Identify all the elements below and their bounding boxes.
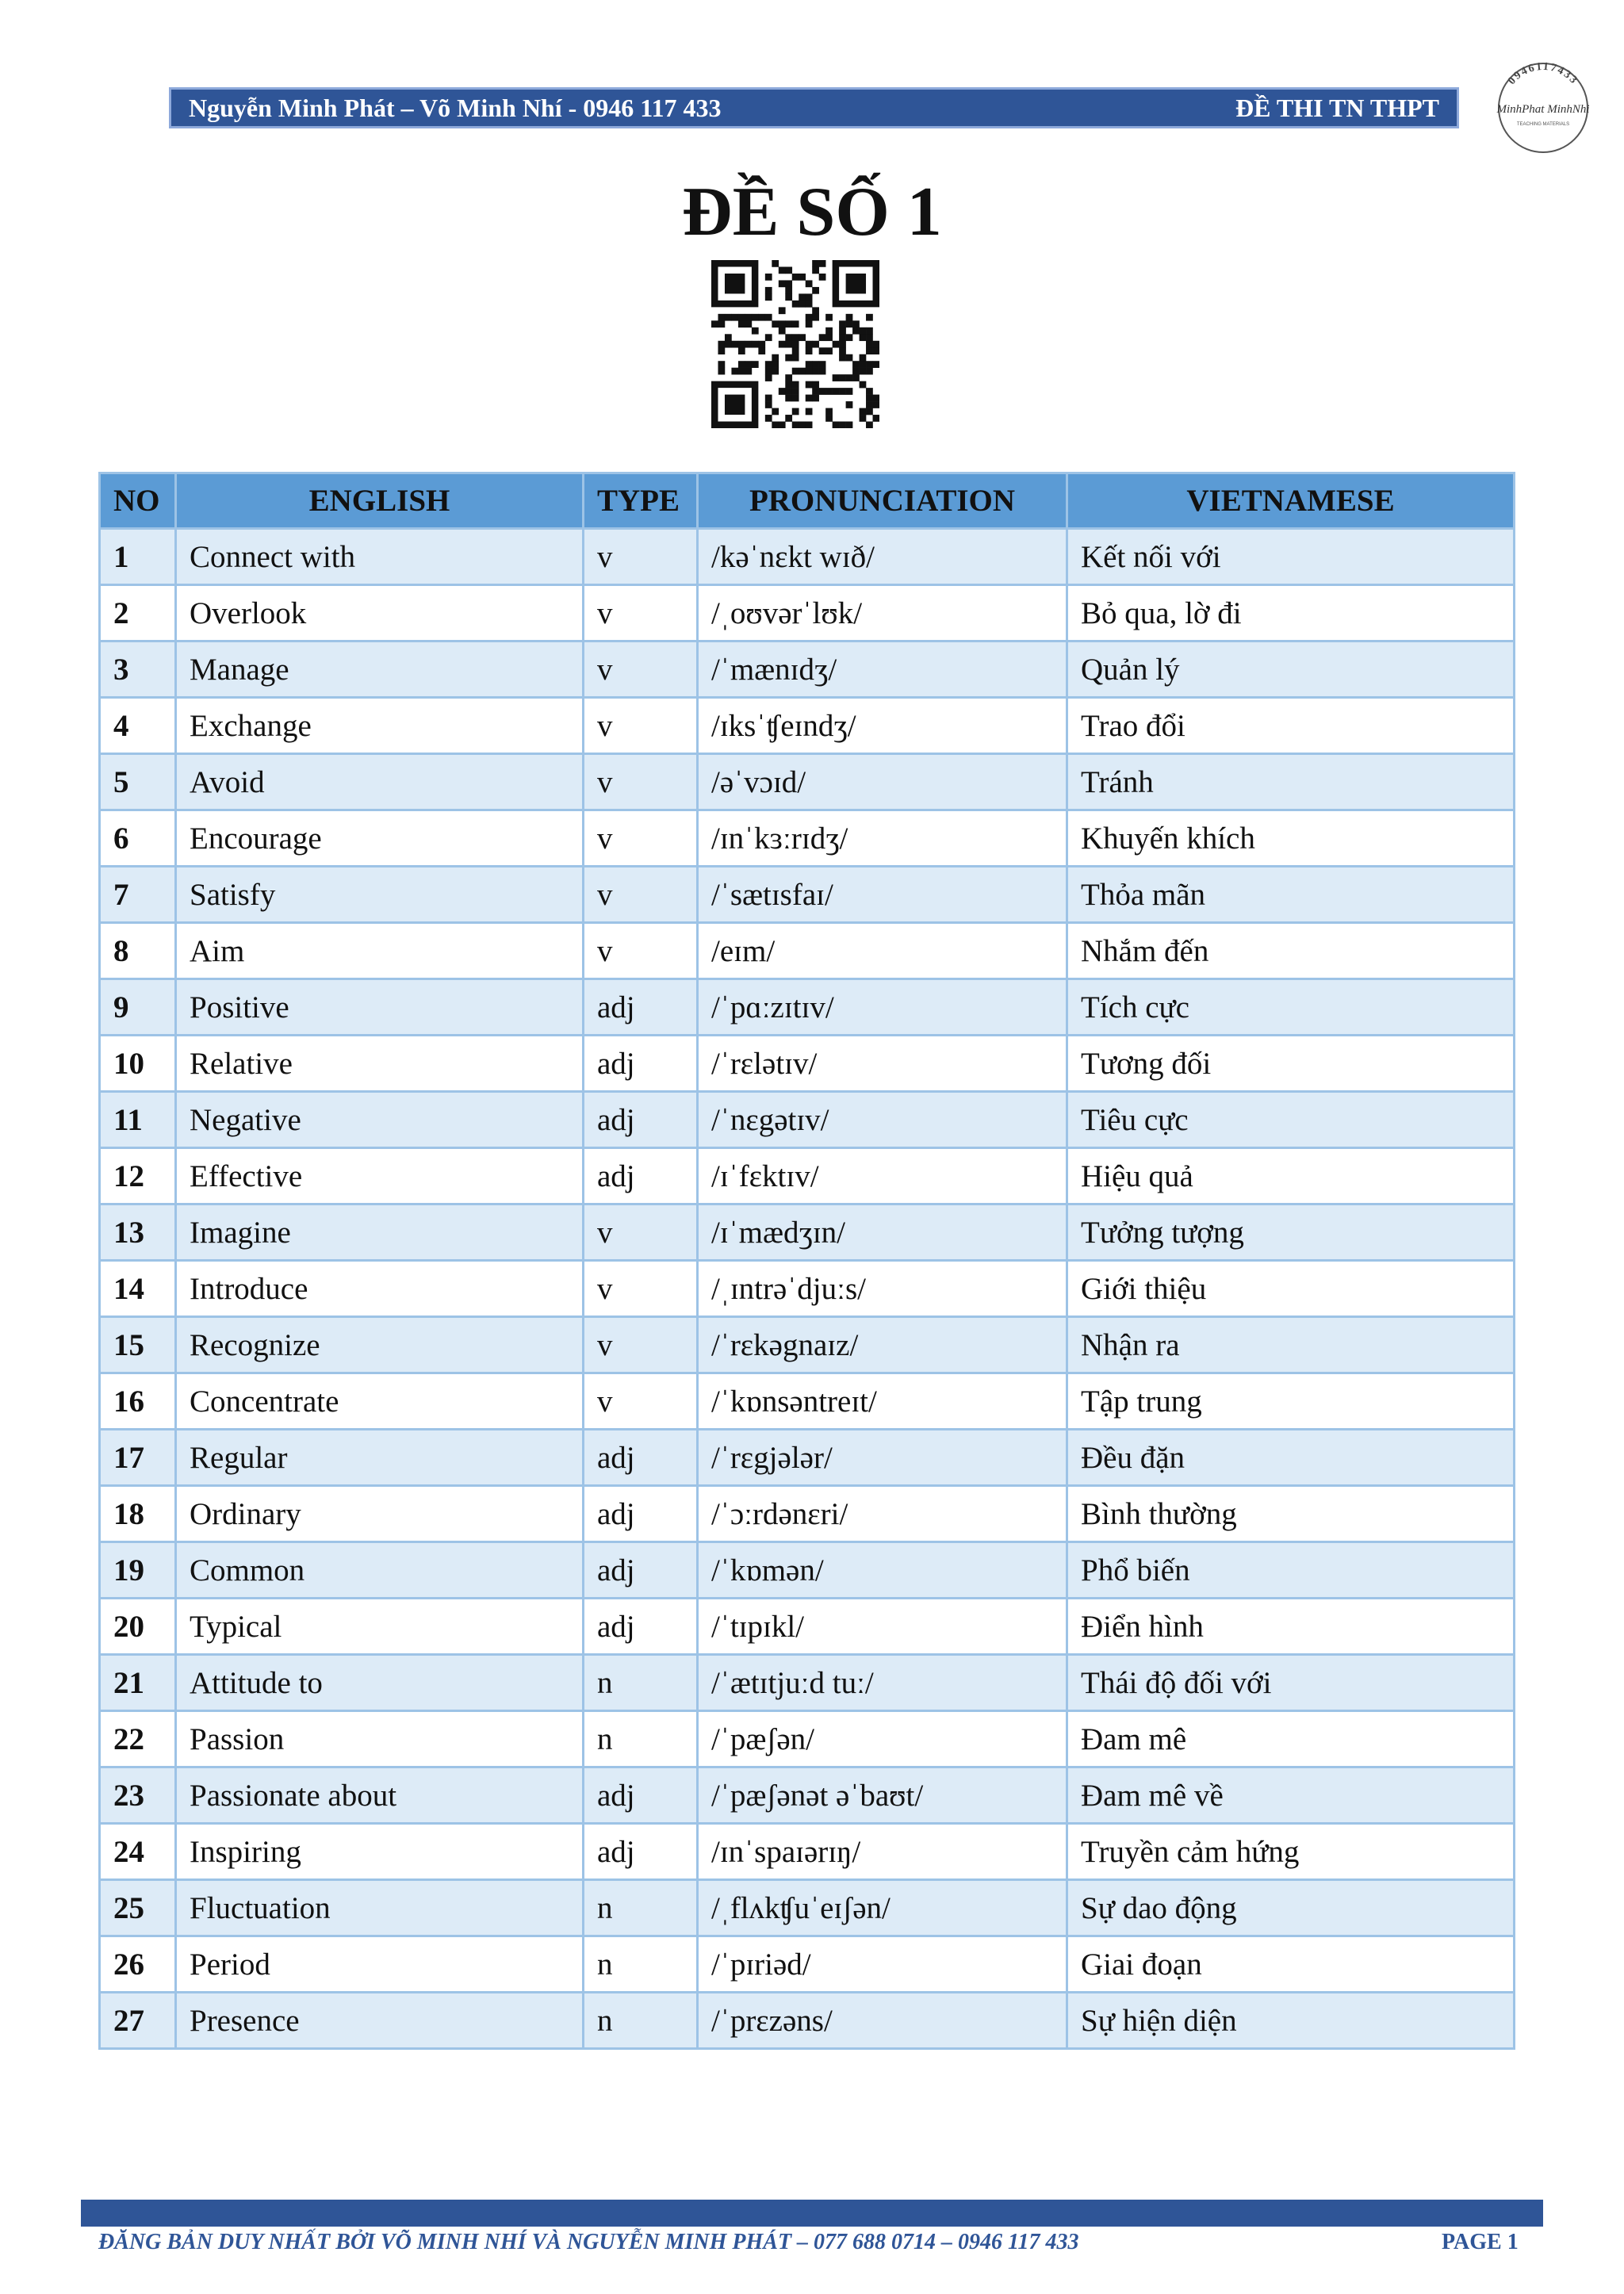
- cell-english: Attitude to: [176, 1655, 584, 1711]
- cell-english: Fluctuation: [176, 1880, 584, 1936]
- cell-english: Satisfy: [176, 867, 584, 923]
- cell-vietnamese: Nhắm đến: [1067, 923, 1515, 979]
- cell-pronunciation: /ˈrɛgjələr/: [698, 1430, 1067, 1486]
- table-row: [100, 1261, 1515, 1317]
- cell-english: Ordinary: [176, 1486, 584, 1542]
- cell-vietnamese: Kết nối với: [1067, 529, 1515, 585]
- cell-english: Overlook: [176, 585, 584, 641]
- cell-english: Period: [176, 1936, 584, 1993]
- cell-vietnamese: Tích cực: [1067, 979, 1515, 1036]
- table-row: [100, 1711, 1515, 1767]
- cell-vietnamese: Tiêu cực: [1067, 1092, 1515, 1148]
- cell-no: 15: [100, 1317, 176, 1373]
- cell-type: n: [584, 1655, 698, 1711]
- cell-type: adj: [584, 1824, 698, 1880]
- cell-type: v: [584, 529, 698, 585]
- cell-no: 23: [100, 1767, 176, 1824]
- cell-vietnamese: Trao đổi: [1067, 698, 1515, 754]
- cell-english: Manage: [176, 641, 584, 698]
- cell-type: adj: [584, 1148, 698, 1204]
- cell-pronunciation: /ˌɪntrəˈdjuːs/: [698, 1261, 1067, 1317]
- cell-type: adj: [584, 1767, 698, 1824]
- cell-pronunciation: /ˈkɒmən/: [698, 1542, 1067, 1599]
- table-row: [100, 867, 1515, 923]
- cell-vietnamese: Sự dao động: [1067, 1880, 1515, 1936]
- page-title: ĐỀ SỐ 1: [682, 174, 942, 251]
- cell-type: adj: [584, 1542, 698, 1599]
- table-row: [100, 1655, 1515, 1711]
- cell-pronunciation: /ˈrɛkəgnaɪz/: [698, 1317, 1067, 1373]
- cell-pronunciation: /eɪm/: [698, 923, 1067, 979]
- cell-english: Inspiring: [176, 1824, 584, 1880]
- cell-no: 19: [100, 1542, 176, 1599]
- header-no: NO: [100, 473, 176, 529]
- cell-pronunciation: /ˌoʊvərˈlʊk/: [698, 585, 1067, 641]
- cell-type: v: [584, 641, 698, 698]
- cell-type: adj: [584, 1599, 698, 1655]
- cell-vietnamese: Thái độ đối với: [1067, 1655, 1515, 1711]
- cell-no: 24: [100, 1824, 176, 1880]
- cell-type: n: [584, 1936, 698, 1993]
- cell-english: Regular: [176, 1430, 584, 1486]
- cell-vietnamese: Tập trung: [1067, 1373, 1515, 1430]
- cell-pronunciation: /ˈsætɪsfaɪ/: [698, 867, 1067, 923]
- cell-english: Encourage: [176, 810, 584, 867]
- cell-type: v: [584, 810, 698, 867]
- cell-vietnamese: Giới thiệu: [1067, 1261, 1515, 1317]
- cell-pronunciation: /ˈpɑːzɪtɪv/: [698, 979, 1067, 1036]
- cell-pronunciation: /ˈpæʃən/: [698, 1711, 1067, 1767]
- cell-pronunciation: /ˈpɪriəd/: [698, 1936, 1067, 1993]
- table-row: [100, 529, 1515, 585]
- cell-no: 20: [100, 1599, 176, 1655]
- cell-no: 8: [100, 923, 176, 979]
- cell-type: adj: [584, 1486, 698, 1542]
- table-row: [100, 1430, 1515, 1486]
- cell-vietnamese: Tưởng tượng: [1067, 1204, 1515, 1261]
- table-row: [100, 1936, 1515, 1993]
- vocabulary-table: [98, 472, 1515, 2050]
- cell-pronunciation: /ˈnɛgətɪv/: [698, 1092, 1067, 1148]
- cell-english: Aim: [176, 923, 584, 979]
- page-number: PAGE 1: [1442, 2230, 1519, 2254]
- table-row: [100, 1036, 1515, 1092]
- cell-english: Negative: [176, 1092, 584, 1148]
- brand-logo: [1481, 57, 1605, 155]
- table-row: [100, 1824, 1515, 1880]
- cell-pronunciation: /ɪksˈʧeɪndʒ/: [698, 698, 1067, 754]
- cell-english: Effective: [176, 1148, 584, 1204]
- logo-sub-text: TEACHING MATERIALS: [1516, 122, 1570, 127]
- cell-type: v: [584, 698, 698, 754]
- cell-type: v: [584, 754, 698, 810]
- table-row: [100, 1880, 1515, 1936]
- cell-type: v: [584, 1373, 698, 1430]
- cell-no: 7: [100, 867, 176, 923]
- cell-vietnamese: Hiệu quả: [1067, 1148, 1515, 1204]
- cell-pronunciation: /ɪnˈkɜːrɪdʒ/: [698, 810, 1067, 867]
- table-row: [100, 1542, 1515, 1599]
- cell-no: 6: [100, 810, 176, 867]
- cell-english: Typical: [176, 1599, 584, 1655]
- cell-pronunciation: /ɪˈfɛktɪv/: [698, 1148, 1067, 1204]
- header-pronunciation: PRONUNCIATION: [698, 473, 1067, 529]
- cell-type: adj: [584, 979, 698, 1036]
- table-row: [100, 1148, 1515, 1204]
- cell-english: Imagine: [176, 1204, 584, 1261]
- cell-english: Introduce: [176, 1261, 584, 1317]
- cell-english: Presence: [176, 1993, 584, 2049]
- footer-bar: [81, 2200, 1543, 2227]
- cell-pronunciation: /əˈvɔɪd/: [698, 754, 1067, 810]
- cell-type: n: [584, 1993, 698, 2049]
- qr-code-icon: [711, 260, 879, 428]
- cell-type: n: [584, 1880, 698, 1936]
- cell-type: n: [584, 1711, 698, 1767]
- cell-type: v: [584, 1317, 698, 1373]
- footer-credit-text: ĐĂNG BẢN DUY NHẤT BỞI VÕ MINH NHÍ VÀ NGUYỄN MINH PHÁT – 077 688 0714 – 0946 117 433: [98, 2230, 1079, 2254]
- table-row: [100, 979, 1515, 1036]
- cell-no: 13: [100, 1204, 176, 1261]
- cell-vietnamese: Giai đoạn: [1067, 1936, 1515, 1993]
- cell-type: v: [584, 1204, 698, 1261]
- cell-no: 10: [100, 1036, 176, 1092]
- table-row: [100, 1092, 1515, 1148]
- cell-vietnamese: Bình thường: [1067, 1486, 1515, 1542]
- cell-vietnamese: Điển hình: [1067, 1599, 1515, 1655]
- cell-no: 25: [100, 1880, 176, 1936]
- cell-english: Positive: [176, 979, 584, 1036]
- cell-pronunciation: /ˈætɪtjuːd tuː/: [698, 1655, 1067, 1711]
- table-row: [100, 1767, 1515, 1824]
- header-type: TYPE: [584, 473, 698, 529]
- cell-vietnamese: Quản lý: [1067, 641, 1515, 698]
- cell-pronunciation: /kəˈnɛkt wɪð/: [698, 529, 1067, 585]
- table-row: [100, 810, 1515, 867]
- cell-no: 27: [100, 1993, 176, 2049]
- cell-type: adj: [584, 1036, 698, 1092]
- cell-pronunciation: /ˈmænɪdʒ/: [698, 641, 1067, 698]
- cell-no: 17: [100, 1430, 176, 1486]
- logo-brand-text: MinhPhat MinhNhi: [1496, 103, 1590, 116]
- cell-pronunciation: /ˈtɪpɪkl/: [698, 1599, 1067, 1655]
- header-left-text: Nguyễn Minh Phát – Võ Minh Nhí - 0946 117 433: [189, 93, 722, 122]
- cell-no: 26: [100, 1936, 176, 1993]
- table-row: [100, 923, 1515, 979]
- cell-english: Avoid: [176, 754, 584, 810]
- cell-no: 14: [100, 1261, 176, 1317]
- cell-type: v: [584, 1261, 698, 1317]
- cell-vietnamese: Sự hiện diện: [1067, 1993, 1515, 2049]
- header-vietnamese: VIETNAMESE: [1067, 473, 1515, 529]
- cell-vietnamese: Đều đặn: [1067, 1430, 1515, 1486]
- cell-pronunciation: /ˈɔːrdənɛri/: [698, 1486, 1067, 1542]
- cell-no: 22: [100, 1711, 176, 1767]
- cell-pronunciation: /ˈrɛlətɪv/: [698, 1036, 1067, 1092]
- table-row: [100, 641, 1515, 698]
- cell-vietnamese: Tránh: [1067, 754, 1515, 810]
- cell-no: 5: [100, 754, 176, 810]
- cell-no: 18: [100, 1486, 176, 1542]
- table-header-row: [100, 473, 1515, 529]
- cell-pronunciation: /ˈprɛzəns/: [698, 1993, 1067, 2049]
- cell-english: Common: [176, 1542, 584, 1599]
- table-row: [100, 1373, 1515, 1430]
- cell-vietnamese: Đam mê: [1067, 1711, 1515, 1767]
- cell-vietnamese: Đam mê về: [1067, 1767, 1515, 1824]
- cell-pronunciation: /ˈpæʃənət əˈbaʊt/: [698, 1767, 1067, 1824]
- cell-english: Recognize: [176, 1317, 584, 1373]
- cell-type: v: [584, 923, 698, 979]
- cell-vietnamese: Truyền cảm hứng: [1067, 1824, 1515, 1880]
- cell-english: Exchange: [176, 698, 584, 754]
- header-bar: [169, 87, 1459, 128]
- svg-text:0946117433: [1506, 61, 1580, 87]
- cell-type: v: [584, 867, 698, 923]
- cell-no: 16: [100, 1373, 176, 1430]
- cell-english: Concentrate: [176, 1373, 584, 1430]
- cell-no: 3: [100, 641, 176, 698]
- cell-vietnamese: Bỏ qua, lờ đi: [1067, 585, 1515, 641]
- cell-english: Passion: [176, 1711, 584, 1767]
- cell-pronunciation: /ˈkɒnsəntreɪt/: [698, 1373, 1067, 1430]
- cell-vietnamese: Tương đối: [1067, 1036, 1515, 1092]
- table-row: [100, 1486, 1515, 1542]
- cell-no: 11: [100, 1092, 176, 1148]
- cell-vietnamese: Khuyến khích: [1067, 810, 1515, 867]
- table-row: [100, 1317, 1515, 1373]
- cell-vietnamese: Thỏa mãn: [1067, 867, 1515, 923]
- cell-type: v: [584, 585, 698, 641]
- table-row: [100, 1204, 1515, 1261]
- cell-pronunciation: /ɪˈmædʒɪn/: [698, 1204, 1067, 1261]
- table-row: [100, 1599, 1515, 1655]
- table-row: [100, 754, 1515, 810]
- cell-no: 1: [100, 529, 176, 585]
- cell-no: 12: [100, 1148, 176, 1204]
- cell-type: adj: [584, 1430, 698, 1486]
- cell-no: 2: [100, 585, 176, 641]
- cell-type: adj: [584, 1092, 698, 1148]
- cell-english: Connect with: [176, 529, 584, 585]
- table-row: [100, 585, 1515, 641]
- cell-no: 4: [100, 698, 176, 754]
- table-row: [100, 1993, 1515, 2049]
- cell-vietnamese: Phổ biến: [1067, 1542, 1515, 1599]
- table-row: [100, 698, 1515, 754]
- cell-no: 9: [100, 979, 176, 1036]
- cell-no: 21: [100, 1655, 176, 1711]
- cell-english: Passionate about: [176, 1767, 584, 1824]
- header-english: ENGLISH: [176, 473, 584, 529]
- cell-vietnamese: Nhận ra: [1067, 1317, 1515, 1373]
- header-right-text: ĐỀ THI TN THPT: [1235, 93, 1439, 122]
- cell-pronunciation: /ˌflʌkʧuˈeɪʃən/: [698, 1880, 1067, 1936]
- logo-ring-text: 0946117433: [1506, 60, 1580, 87]
- cell-english: Relative: [176, 1036, 584, 1092]
- cell-pronunciation: /ɪnˈspaɪərɪŋ/: [698, 1824, 1067, 1880]
